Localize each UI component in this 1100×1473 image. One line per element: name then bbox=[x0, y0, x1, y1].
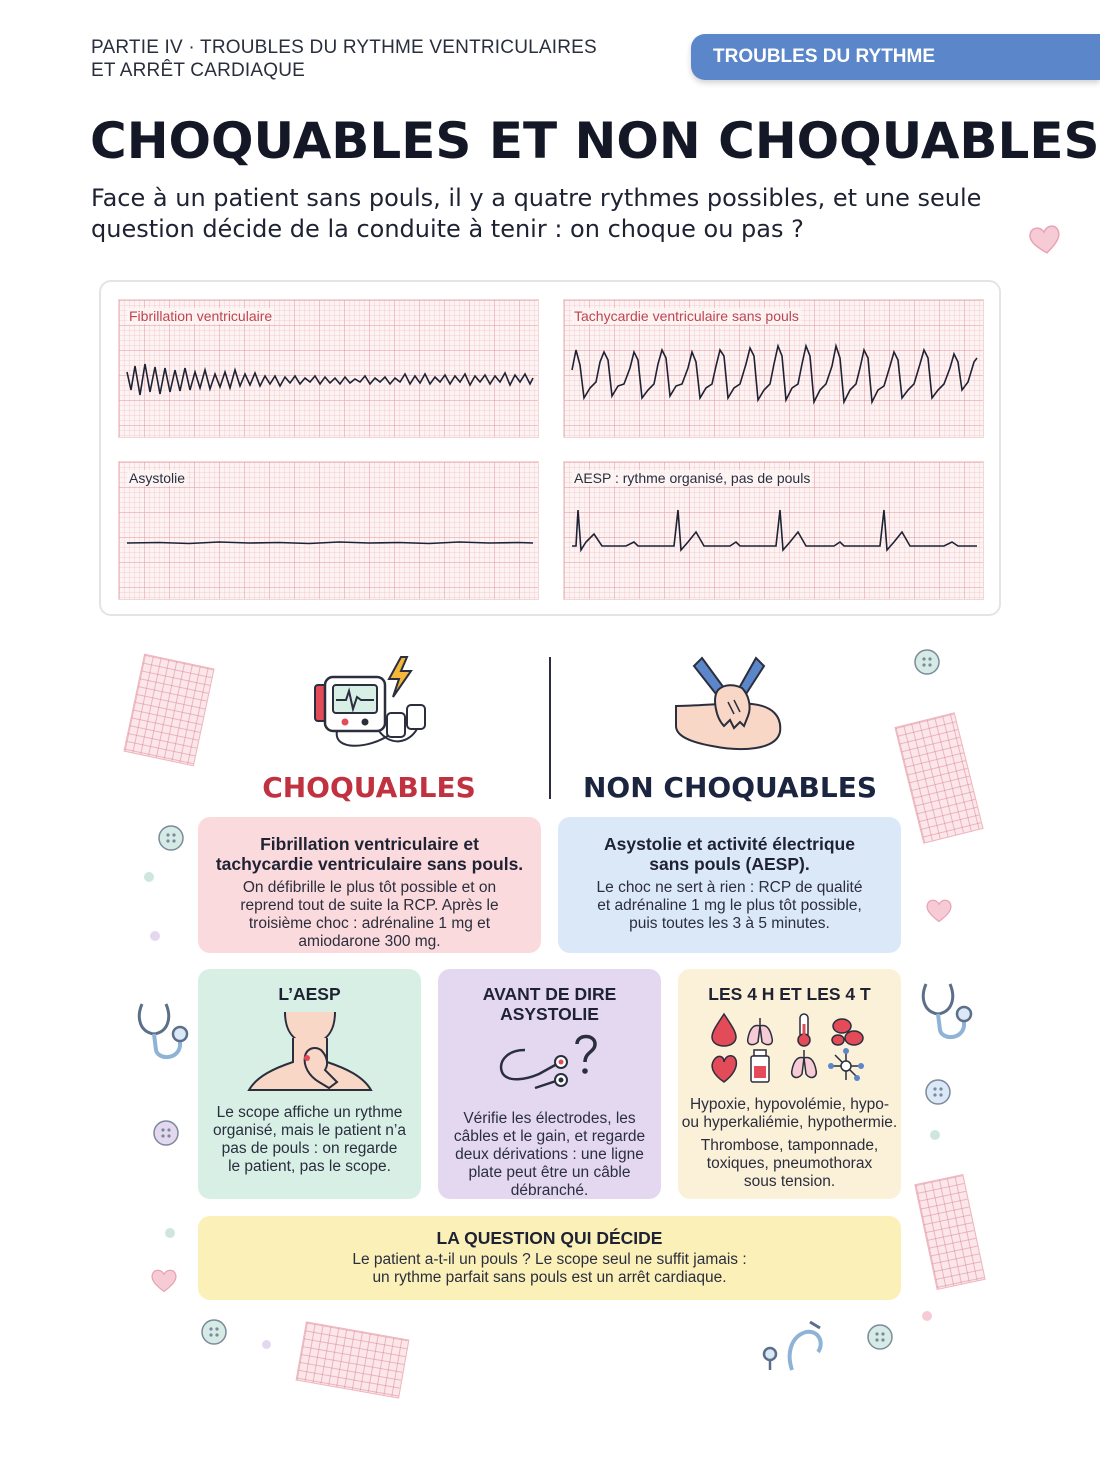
ecg-strip-vt bbox=[563, 299, 984, 438]
card-heading: LA QUESTION QUI DÉCIDE bbox=[436, 1228, 663, 1248]
button-icon bbox=[200, 1318, 228, 1346]
grid-paper-decoration bbox=[894, 712, 983, 843]
non-shockable-title: NON CHOQUABLES bbox=[582, 771, 878, 804]
card-heading: LES 4 H ET LES 4 T bbox=[708, 984, 871, 1004]
h-and-t-icons bbox=[710, 1012, 870, 1084]
question-card bbox=[198, 1216, 901, 1300]
card-body: On défibrille le plus tôt possible et on reprend tout de suite la RCP. Après le troisième choc : adrénaline 1 mg et amiodarone 300 mg. bbox=[240, 879, 499, 950]
shockable-title: CHOQUABLES bbox=[262, 771, 476, 804]
shockable-card bbox=[198, 817, 541, 953]
grid-paper-decoration bbox=[914, 1174, 985, 1290]
ecg-strip-asystole bbox=[118, 461, 539, 600]
lung-pneumothorax-icon bbox=[791, 1050, 816, 1077]
dot-decoration bbox=[165, 1228, 175, 1238]
thermometer-icon bbox=[798, 1014, 810, 1046]
dot-decoration bbox=[262, 1340, 271, 1349]
breadcrumb-line-2: ET ARRÊT CARDIAQUE bbox=[91, 60, 306, 81]
dot-decoration bbox=[144, 872, 154, 882]
defibrillator-icon bbox=[309, 655, 433, 751]
electrode-cable-question-icon bbox=[495, 1030, 605, 1094]
button-icon bbox=[157, 824, 185, 852]
dot-decoration bbox=[922, 1311, 932, 1321]
blood-drop-icon bbox=[712, 1014, 736, 1046]
card-body: Vérifie les électrodes, les câbles et le gain, et regarde deux dérivations : une ligne plate peut être un câble débranché. bbox=[453, 1110, 646, 1199]
h-and-t-card bbox=[678, 969, 901, 1199]
ecg-strip-label: Fibrillation ventriculaire bbox=[129, 308, 273, 324]
button-icon bbox=[924, 1078, 952, 1106]
stethoscope-icon bbox=[134, 998, 196, 1064]
heart-icon bbox=[149, 1266, 179, 1294]
button-icon bbox=[913, 648, 941, 676]
grid-paper-decoration bbox=[296, 1321, 410, 1398]
stethoscope-icon bbox=[918, 978, 974, 1048]
heart-icon bbox=[1027, 222, 1063, 256]
stethoscope-icon bbox=[762, 1318, 828, 1372]
card-body: Le scope affiche un rythme organisé, mais le patient n’a pas de pouls : on regarde le patient, pas le scope. bbox=[212, 1104, 406, 1175]
card-body: Le choc ne sert à rien : RCP de qualité et adrénaline 1 mg le plus tôt possible, puis toutes les 3 à 5 minutes. bbox=[596, 879, 863, 932]
page-title: CHOQUABLES ET NON CHOQUABLES bbox=[90, 112, 1100, 170]
dot-decoration bbox=[930, 1130, 940, 1140]
card-body: Hypoxie, hypovolémie, hypo- ou hyperkaliémie, hypothermie. bbox=[681, 1096, 898, 1131]
ecg-panel bbox=[99, 280, 1001, 616]
ecg-strip-label: Asystolie bbox=[129, 470, 186, 486]
column-divider bbox=[549, 657, 551, 799]
button-icon bbox=[152, 1119, 180, 1147]
cpr-hands-icon bbox=[672, 654, 786, 756]
breadcrumb bbox=[91, 36, 597, 82]
ecg-strip-label: Tachycardie ventriculaire sans pouls bbox=[574, 308, 799, 324]
vial-icon bbox=[751, 1050, 769, 1082]
heart-icon bbox=[712, 1056, 736, 1082]
grid-paper-decoration bbox=[123, 654, 214, 767]
card-heading: AVANT DE DIRE ASYSTOLIE bbox=[482, 984, 617, 1024]
button-icon bbox=[866, 1323, 894, 1351]
card-body: Le patient a-t-il un pouls ? Le scope seul ne suffit jamais : un rythme parfait sans pouls est un arrêt cardiaque. bbox=[352, 1251, 747, 1286]
heart-icon bbox=[924, 896, 954, 924]
page-subtitle: Face à un patient sans pouls, il y a quatre rythmes possibles, et une seule question décide de la conduite à tenir : on choque ou pas ? bbox=[91, 184, 982, 243]
card-heading: L’AESP bbox=[278, 984, 341, 1004]
aesp-card bbox=[198, 969, 421, 1199]
blood-cells-icon bbox=[832, 1019, 863, 1045]
section-tag: TROUBLES DU RYTHME VENTRICULAIRES bbox=[691, 34, 1100, 80]
molecule-icon bbox=[828, 1048, 864, 1081]
card-heading: Asystolie et activité électrique sans pouls (AESP). bbox=[604, 834, 855, 874]
non-shockable-card bbox=[558, 817, 901, 953]
card-heading: Fibrillation ventriculaire et tachycardie ventriculaire sans pouls. bbox=[215, 834, 524, 874]
card-body: Thrombose, tamponnade, toxiques, pneumothorax sous tension. bbox=[700, 1137, 879, 1190]
asystole-card bbox=[438, 969, 661, 1199]
lungs-icon bbox=[747, 1018, 772, 1045]
breadcrumb-line-1: PARTIE IV · TROUBLES DU RYTHME VENTRICULAIRES bbox=[91, 37, 597, 58]
neck-pulse-check-icon bbox=[245, 1012, 375, 1092]
ecg-strip-vf bbox=[118, 299, 539, 438]
ecg-strip-label: AESP : rythme organisé, pas de pouls bbox=[574, 470, 811, 486]
ecg-strip-pea bbox=[563, 461, 984, 600]
dot-decoration bbox=[150, 931, 160, 941]
